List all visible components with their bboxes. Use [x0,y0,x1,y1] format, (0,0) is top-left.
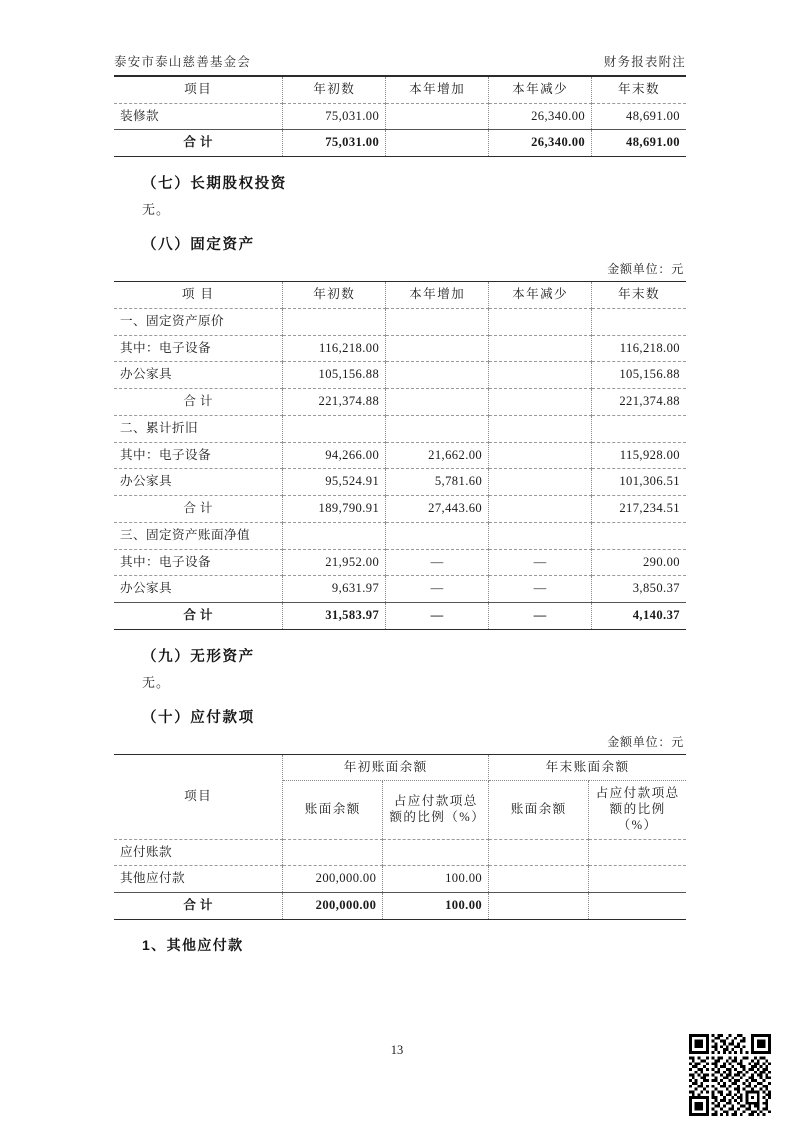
col-header-decrease: 本年减少 [489,77,592,104]
cell-increase: 21,662.00 [386,442,489,469]
running-header [114,52,686,76]
cell-item: 办公家具 [114,576,283,603]
cell-decrease: 26,340.00 [489,103,592,130]
fixed-assets-table [114,281,686,630]
organization-name: 泰安市泰山慈善基金会 [114,55,252,69]
table-header-row [114,77,686,104]
cell-begin-ratio: 100.00 [383,866,489,893]
cell-subtotal-increase: 27,443.60 [386,496,489,523]
payables-table [114,754,686,920]
page-number: 13 [390,1043,404,1057]
cell-end: 290.00 [592,549,686,576]
cell-increase [386,335,489,362]
table-group-row [114,308,686,335]
cell-subtotal-end: 221,374.88 [592,389,686,416]
table-total-row [114,130,686,157]
col-header-item: 项目 [114,77,283,104]
col-header-increase: 本年增加 [386,282,489,309]
cell-end: 115,928.00 [592,442,686,469]
page-content [114,52,686,961]
cell-total-begin: 31,583.97 [283,603,386,630]
col-header-decrease: 本年减少 [489,282,592,309]
section-body-7: 无。 [142,202,171,218]
cell-total-increase: — [386,603,489,630]
col-header-begin-ratio: 占应付款项总额的比例（%） [383,781,489,839]
cell-decrease [489,415,592,442]
cell-total-end: 48,691.00 [592,130,686,157]
cell-increase [386,522,489,549]
cell-total-decrease: 26,340.00 [489,130,592,157]
table-row [114,576,686,603]
table-group-row [114,522,686,549]
document-title: 财务报表附注 [603,55,686,69]
cell-increase: — [386,576,489,603]
section-body-9: 无。 [142,674,171,690]
cell-decrease [489,308,592,335]
cell-total-increase [386,130,489,157]
cell-begin: 94,266.00 [283,442,386,469]
cell-end: 101,306.51 [592,469,686,496]
table-row [114,442,686,469]
cell-begin [283,522,386,549]
col-header-begin-balance: 账面余额 [283,781,383,839]
cell-decrease [489,442,592,469]
section-heading-9: （九）无形资产 [142,648,255,665]
qr-code [689,1034,771,1116]
cell-decrease [489,469,592,496]
table-row [114,335,686,362]
cell-total-end: 4,140.37 [592,603,686,630]
table-subtotal-row [114,389,686,416]
cell-subtotal-begin: 221,374.88 [283,389,386,416]
cell-total-label: 合 计 [114,603,283,630]
cell-increase: 5,781.60 [386,469,489,496]
cell-total-label: 合 计 [114,893,283,920]
cell-subtotal-label: 合 计 [114,389,283,416]
cell-increase: — [386,549,489,576]
cell-group-label: 一、固定资产原价 [114,308,283,335]
cell-begin: 75,031.00 [283,103,386,130]
col-header-increase: 本年增加 [386,77,489,104]
table-header-row [114,282,686,309]
cell-end [592,308,686,335]
cell-item: 装修款 [114,103,283,130]
cell-group-label: 三、固定资产账面净值 [114,522,283,549]
cell-item: 其他应付款 [114,866,283,893]
cell-total-begin: 75,031.00 [283,130,386,157]
col-header-begin: 年初数 [283,282,386,309]
cell-begin-ratio [383,839,489,866]
cell-total-end-balance [489,893,589,920]
cell-total-begin-balance: 200,000.00 [283,893,383,920]
table-group-row [114,415,686,442]
cell-subtotal-label: 合 计 [114,496,283,523]
col-group-header-begin: 年初账面余额 [283,754,489,781]
table-header-row-group [114,754,686,781]
cell-item: 其中：电子设备 [114,442,283,469]
section-heading-10: （十）应付款项 [142,709,255,726]
table-row [114,866,686,893]
unit-note-fixed-assets: 金额单位：元 [607,262,684,277]
cell-begin-balance [283,839,383,866]
cell-end-balance [489,866,589,893]
table-subtotal-row [114,496,686,523]
cell-end [592,415,686,442]
table-row [114,549,686,576]
col-header-item: 项目 [114,754,283,839]
cell-decrease [489,335,592,362]
cell-subtotal-decrease [489,389,592,416]
cell-begin [283,308,386,335]
cell-end-balance [489,839,589,866]
renovation-table [114,76,686,157]
cell-begin: 116,218.00 [283,335,386,362]
cell-total-begin-ratio: 100.00 [383,893,489,920]
col-header-end: 年末数 [592,282,686,309]
cell-item: 办公家具 [114,469,283,496]
cell-subtotal-decrease [489,496,592,523]
col-header-end: 年末数 [592,77,686,104]
table-row [114,469,686,496]
cell-item: 其中：电子设备 [114,335,283,362]
cell-item: 办公家具 [114,362,283,389]
cell-group-label: 二、累计折旧 [114,415,283,442]
table-row [114,103,686,130]
cell-subtotal-increase [386,389,489,416]
col-group-header-end: 年末账面余额 [489,754,686,781]
col-header-end-balance: 账面余额 [489,781,589,839]
cell-increase [386,103,489,130]
col-header-end-ratio: 占应付款项总额的比例（%） [589,781,686,839]
col-header-begin: 年初数 [283,77,386,104]
cell-begin [283,415,386,442]
cell-end-ratio [589,866,686,893]
cell-begin: 105,156.88 [283,362,386,389]
section-heading-8: （八）固定资产 [142,237,255,254]
cell-subtotal-end: 217,234.51 [592,496,686,523]
table-total-row [114,603,686,630]
cell-increase [386,308,489,335]
cell-decrease [489,362,592,389]
table-total-row [114,893,686,920]
cell-total-label: 合 计 [114,130,283,157]
cell-end: 3,850.37 [592,576,686,603]
cell-decrease: — [489,549,592,576]
unit-note-payables: 金额单位：元 [607,734,684,749]
cell-begin-balance: 200,000.00 [283,866,383,893]
cell-decrease [489,522,592,549]
cell-end-ratio [589,839,686,866]
cell-subtotal-begin: 189,790.91 [283,496,386,523]
section-heading-10-1: 1、其他应付款 [142,936,244,953]
cell-end: 105,156.88 [592,362,686,389]
cell-increase [386,362,489,389]
section-heading-7: （七）长期股权投资 [142,176,287,193]
col-header-item: 项 目 [114,282,283,309]
cell-decrease: — [489,576,592,603]
cell-begin: 9,631.97 [283,576,386,603]
cell-total-end-ratio [589,893,686,920]
table-row [114,839,686,866]
cell-begin: 95,524.91 [283,469,386,496]
cell-end: 48,691.00 [592,103,686,130]
cell-increase [386,415,489,442]
table-row [114,362,686,389]
cell-end: 116,218.00 [592,335,686,362]
cell-item: 其中：电子设备 [114,549,283,576]
cell-item: 应付账款 [114,839,283,866]
cell-end [592,522,686,549]
cell-total-decrease: — [489,603,592,630]
cell-begin: 21,952.00 [283,549,386,576]
